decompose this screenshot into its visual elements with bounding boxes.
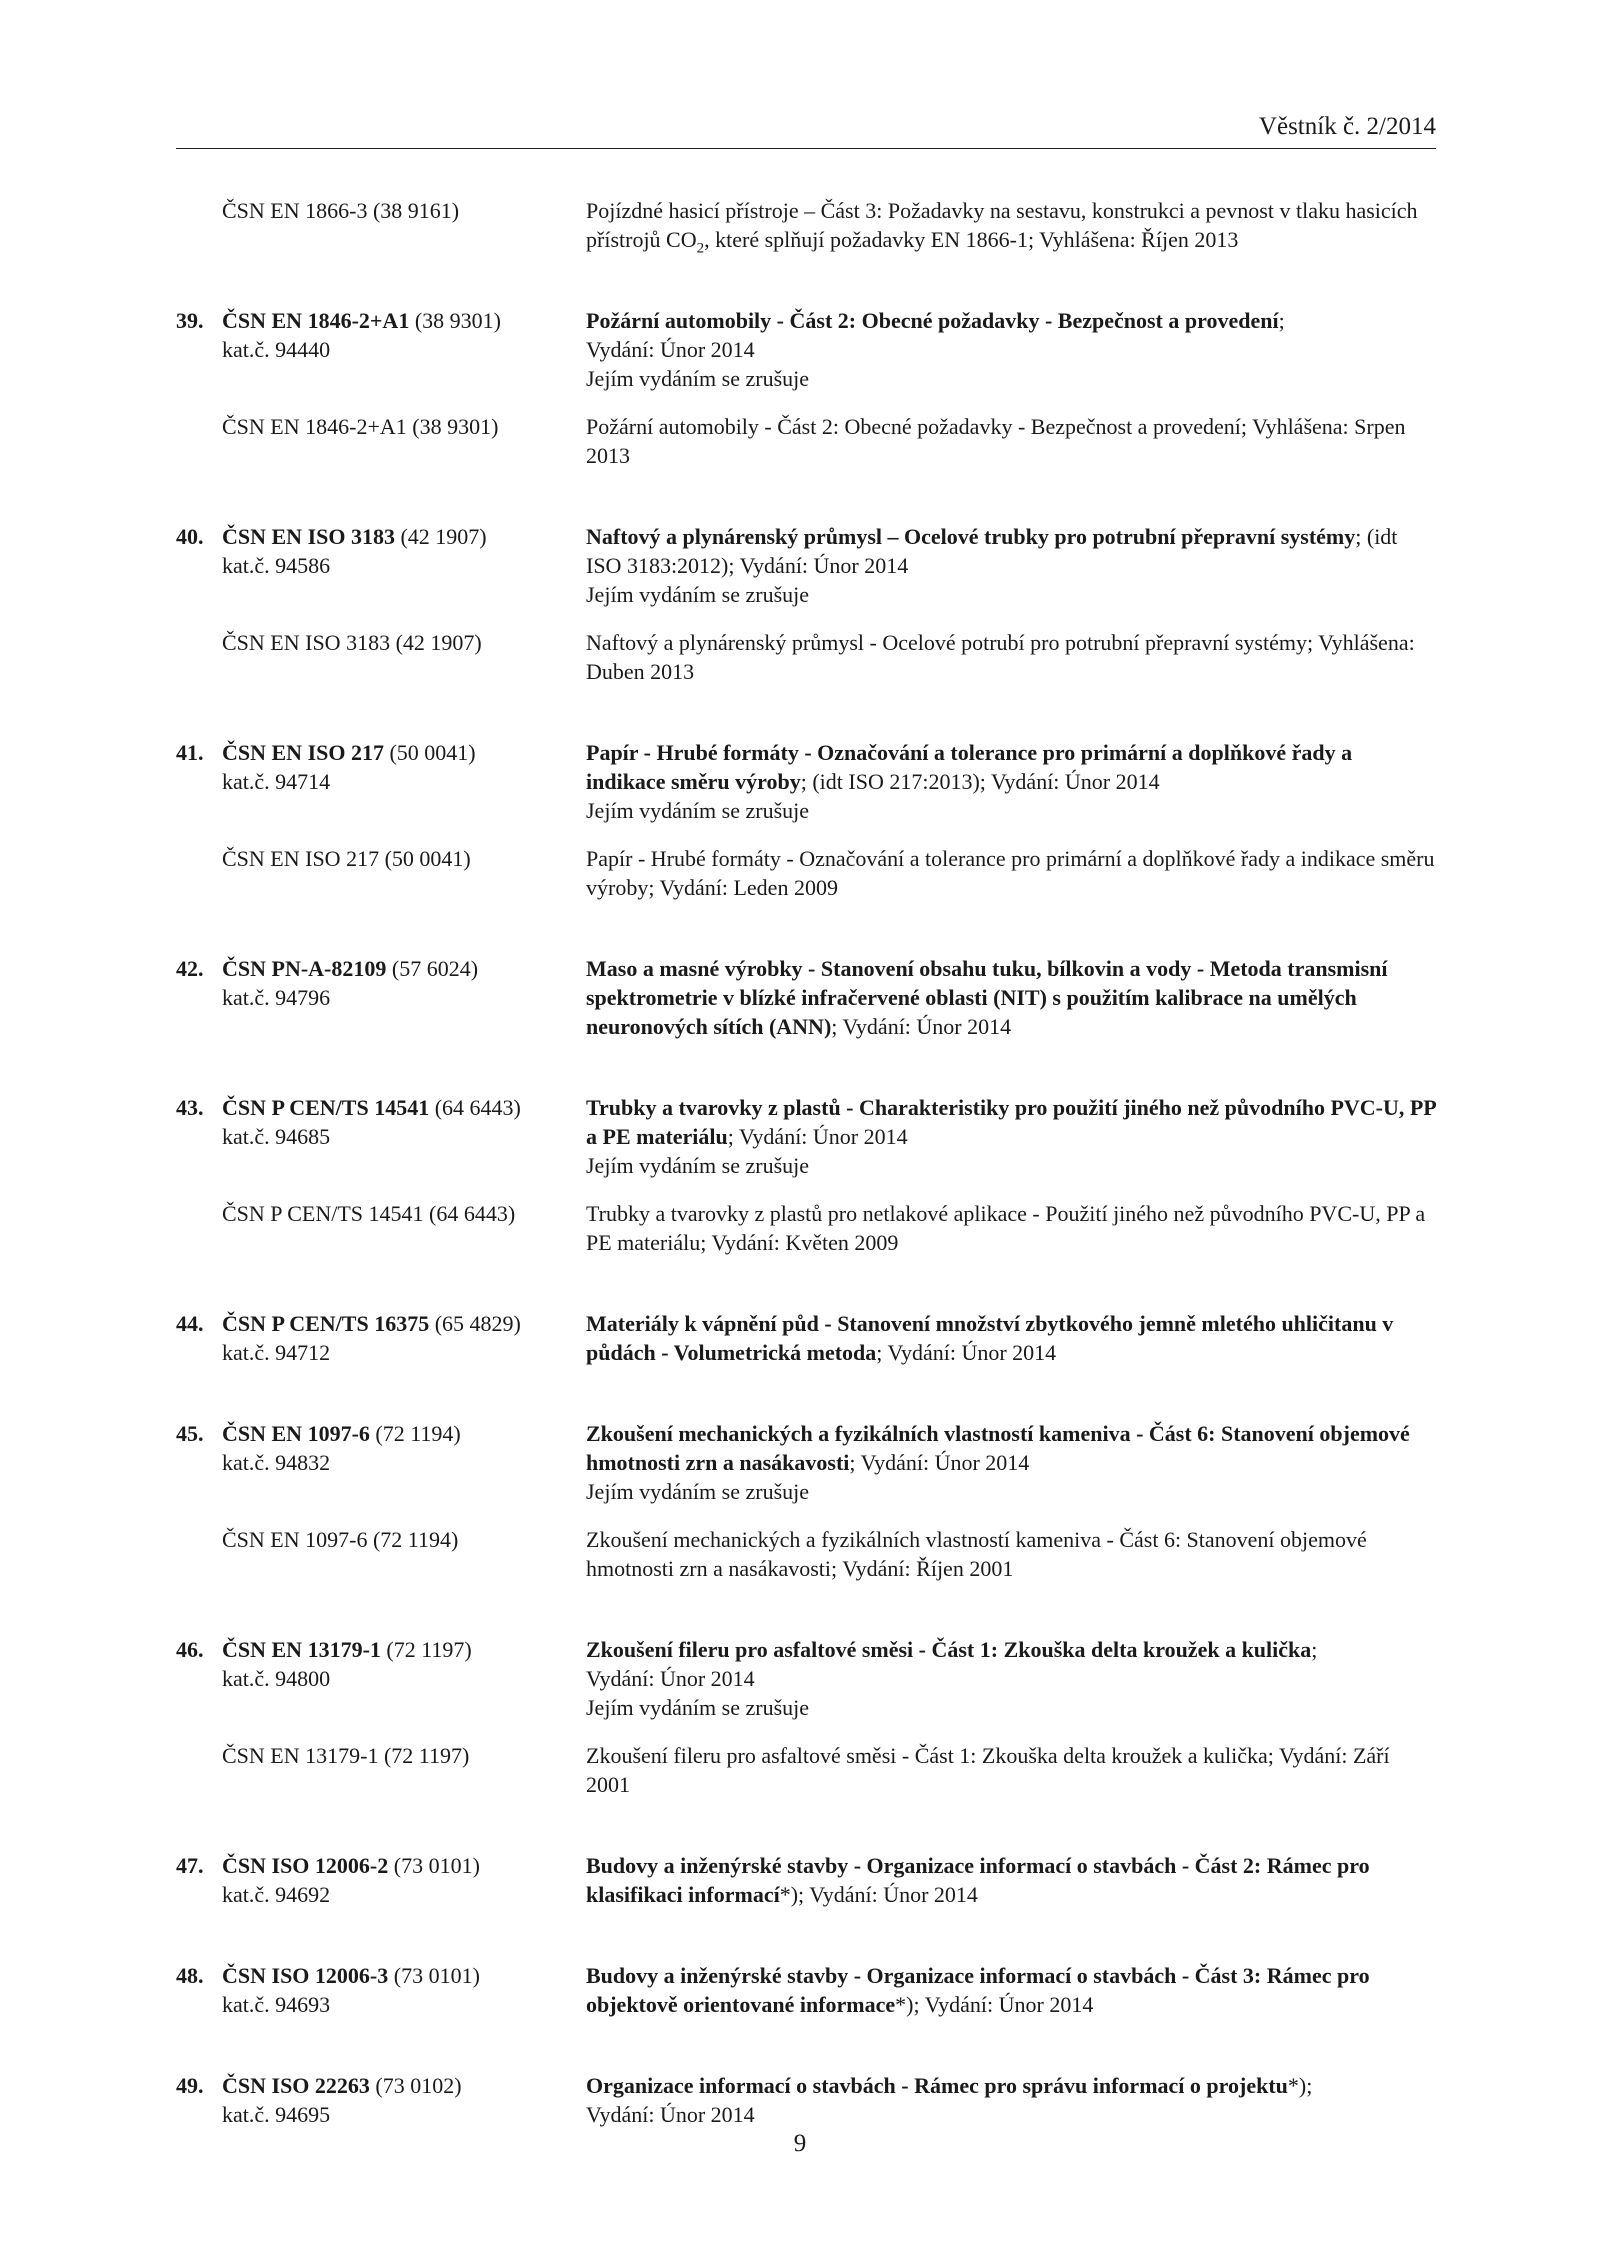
old-standard-row (176, 1199, 1436, 1257)
standard-title-suffix: ; Vydání: Únor 2014 (849, 1450, 1030, 1475)
entry-number: 43. (176, 1095, 204, 1120)
standards-list (176, 196, 1436, 2181)
old-standard-text: Naftový a plynárenský průmysl - Ocelové potrubí pro potrubní přepravní systémy; Vyhlášena: Duben 2013 (586, 630, 1415, 684)
standard-class-code: (42 1907) (394, 524, 487, 549)
standard-entry (176, 954, 1436, 1041)
new-standard-row (176, 1961, 1436, 2019)
new-standard-row (176, 1309, 1436, 1367)
standard-title: Materiály k vápnění půd - Stanovení množství zbytkového jemně mletého uhličitanu v půdách - Volumetrická metoda (586, 1311, 1394, 1365)
standard-text-cell (586, 2071, 1436, 2129)
standard-title: Budovy a inženýrské stavby - Organizace informací o stavbách - Část 2: Rámec pro klasifikaci informací (586, 1853, 1370, 1907)
old-standard-text: Papír - Hrubé formáty - Označování a tolerance pro primární a doplňkové řady a indikace směru výroby; Vydání: Leden 2009 (586, 846, 1435, 900)
entry-number: 45. (176, 1421, 204, 1446)
standard-code-cell (176, 1419, 586, 1477)
entry-number: 44. (176, 1311, 204, 1336)
standard-code: ČSN ISO 12006-3 (222, 1963, 389, 1988)
standard-title-suffix: ; Vydání: Únor 2014 (727, 1124, 908, 1149)
old-standard-row (176, 196, 1436, 257)
standard-code: ČSN EN 1846-2+A1 (222, 308, 410, 333)
catalog-number: kat.č. 94832 (222, 1450, 331, 1475)
page-header (176, 110, 1436, 149)
catalog-number: kat.č. 94440 (222, 337, 331, 362)
catalog-number: kat.č. 94586 (222, 553, 331, 578)
entry-number: 46. (176, 1637, 204, 1662)
old-standard-text-end: , které splňují požadavky EN 1866-1; Vyhlášena: Říjen 2013 (704, 227, 1239, 252)
standard-code-cell (176, 306, 586, 364)
old-standard-text: Zkoušení fileru pro asfaltové směsi - Část 1: Zkouška delta kroužek a kulička; Vydání: Září 2001 (586, 1743, 1390, 1797)
standard-code: ČSN PN-A-82109 (222, 956, 387, 981)
standard-title-suffix: ; Vydání: Únor 2014 (876, 1340, 1057, 1365)
standard-text-cell (586, 306, 1436, 393)
standard-title-suffix: ; Vydání: Únor 2014 (831, 1014, 1012, 1039)
catalog-number: kat.č. 94714 (222, 769, 331, 794)
standard-code-cell (176, 1309, 586, 1367)
old-standard-code: ČSN EN ISO 217 (50 0041) (222, 846, 471, 871)
cancels-note: Jejím vydáním se zrušuje (586, 798, 810, 823)
entry-number: 49. (176, 2073, 204, 2098)
cancels-note: Jejím vydáním se zrušuje (586, 1479, 810, 1504)
standard-title-suffix: ; (1278, 308, 1285, 333)
standard-code: ČSN P CEN/TS 14541 (222, 1095, 430, 1120)
standard-code: ČSN P CEN/TS 16375 (222, 1311, 430, 1336)
old-standard-row (176, 1525, 1436, 1583)
standard-title-suffix: ; (idt ISO 3183:2012); Vydání: Únor 2014 (586, 524, 1398, 578)
old-standard-code-cell (176, 412, 586, 441)
new-standard-row (176, 1093, 1436, 1180)
standard-title-suffix: ; (1311, 1637, 1318, 1662)
new-standard-row (176, 2071, 1436, 2129)
old-standard-code-cell (176, 196, 586, 225)
old-standard-code: ČSN EN 1866-3 (38 9161) (222, 198, 460, 223)
new-standard-row (176, 738, 1436, 825)
standard-entry (176, 1851, 1436, 1909)
new-standard-row (176, 954, 1436, 1041)
catalog-number: kat.č. 94692 (222, 1882, 331, 1907)
standard-code: ČSN ISO 12006-2 (222, 1853, 389, 1878)
numbered-entries (176, 306, 1436, 2129)
catalog-number: kat.č. 94693 (222, 1992, 331, 2017)
entry-number: 42. (176, 956, 204, 981)
old-standard-code-cell (176, 628, 586, 657)
catalog-number: kat.č. 94695 (222, 2102, 331, 2127)
standard-title: Budovy a inženýrské stavby - Organizace informací o stavbách - Část 3: Rámec pro objektově orientované informace (586, 1963, 1370, 2017)
standard-class-code: (72 1194) (369, 1421, 461, 1446)
standard-entry (176, 1961, 1436, 2019)
standard-class-code: (73 0101) (388, 1963, 480, 1988)
standard-title: Zkoušení mechanických a fyzikálních vlastností kameniva - Část 6: Stanovení objemové hmotnosti zrn a nasákavosti (586, 1421, 1410, 1475)
subscript-text: 2 (696, 240, 705, 257)
new-standard-row (176, 1419, 1436, 1506)
issue-date: Vydání: Únor 2014 (586, 1666, 755, 1691)
entry-number: 39. (176, 308, 204, 333)
old-standard-row (176, 1741, 1436, 1799)
entry-number: 40. (176, 524, 204, 549)
standard-text-cell (586, 1851, 1436, 1909)
cancels-note: Jejím vydáním se zrušuje (586, 1695, 810, 1720)
standard-text-cell (586, 738, 1436, 825)
standard-class-code: (38 9301) (409, 308, 501, 333)
standard-title-suffix: *); (1287, 2073, 1313, 2098)
standard-class-code: (73 0101) (388, 1853, 480, 1878)
new-standard-row (176, 1635, 1436, 1722)
standard-entry (176, 738, 1436, 902)
entry-number: 41. (176, 740, 204, 765)
catalog-number: kat.č. 94796 (222, 985, 331, 1010)
standard-class-code: (50 0041) (383, 740, 476, 765)
new-standard-row (176, 522, 1436, 609)
issue-date: Vydání: Únor 2014 (586, 337, 755, 362)
catalog-number: kat.č. 94685 (222, 1124, 331, 1149)
old-standard-code: ČSN EN ISO 3183 (42 1907) (222, 630, 482, 655)
standard-entry (176, 1093, 1436, 1257)
issue-date: Vydání: Únor 2014 (586, 2102, 755, 2127)
old-standard-text-cell (586, 196, 1436, 257)
standard-title: Požární automobily - Část 2: Obecné požadavky - Bezpečnost a provedení (586, 308, 1279, 333)
cancels-note: Jejím vydáním se zrušuje (586, 1153, 810, 1178)
standard-title-suffix: ; (idt ISO 217:2013); Vydání: Únor 2014 (800, 769, 1160, 794)
standard-text-cell (586, 1961, 1436, 2019)
standard-text-cell (586, 1635, 1436, 1722)
standard-class-code: (73 0102) (369, 2073, 462, 2098)
old-standard-code-cell (176, 1199, 586, 1228)
old-standard-text: Zkoušení mechanických a fyzikálních vlastností kameniva - Část 6: Stanovení objemové hmotnosti zrn a nasákavosti; Vydání: Říjen 2001 (586, 1527, 1367, 1581)
catalog-number: kat.č. 94712 (222, 1340, 331, 1365)
carryover-entry (176, 196, 1436, 257)
old-standard-code: ČSN P CEN/TS 14541 (64 6443) (222, 1201, 516, 1226)
standard-text-cell (586, 1093, 1436, 1180)
journal-title: Věstník č. 2/2014 (1258, 113, 1436, 140)
standard-title: Maso a masné výrobky - Stanovení obsahu tuku, bílkovin a vody - Metoda transmisní spektrometrie v blízké infračervené oblasti (NIT) s použitím kalibrace na umělých neuronových sítích (ANN) (586, 956, 1388, 1039)
old-standard-code-cell (176, 1525, 586, 1554)
standard-text-cell (586, 954, 1436, 1041)
new-standard-row (176, 1851, 1436, 1909)
old-standard-code: ČSN EN 1097-6 (72 1194) (222, 1527, 459, 1552)
cancels-note: Jejím vydáním se zrušuje (586, 366, 810, 391)
standard-code: ČSN ISO 22263 (222, 2073, 370, 2098)
catalog-number: kat.č. 94800 (222, 1666, 331, 1691)
standard-class-code: (72 1197) (380, 1637, 472, 1662)
standard-code-cell (176, 522, 586, 580)
standard-title: Zkoušení fileru pro asfaltové směsi - Část 1: Zkouška delta kroužek a kulička (586, 1637, 1312, 1662)
standard-class-code: (64 6443) (429, 1095, 521, 1120)
standard-class-code: (65 4829) (429, 1311, 521, 1336)
entry-number: 47. (176, 1853, 204, 1878)
standard-entry (176, 306, 1436, 470)
standard-class-code: (57 6024) (386, 956, 479, 981)
old-standard-code: ČSN EN 1846-2+A1 (38 9301) (222, 414, 499, 439)
old-standard-text: Požární automobily - Část 2: Obecné požadavky - Bezpečnost a provedení; Vyhlášena: Srpen 2013 (586, 414, 1406, 468)
entry-number: 48. (176, 1963, 204, 1988)
old-standard-code-cell (176, 844, 586, 873)
standard-code: ČSN EN ISO 3183 (222, 524, 395, 549)
standard-title-suffix: *); Vydání: Únor 2014 (895, 1992, 1094, 2017)
standard-entry (176, 1635, 1436, 1799)
standard-code-cell (176, 1961, 586, 2019)
standard-entry (176, 1309, 1436, 1367)
standard-code: ČSN EN 1097-6 (222, 1421, 370, 1446)
standard-title: Naftový a plynárenský průmysl – Ocelové trubky pro potrubní přepravní systémy (586, 524, 1356, 549)
new-standard-row (176, 306, 1436, 393)
standard-entry (176, 1419, 1436, 1583)
standard-title: Papír - Hrubé formáty - Označování a tolerance pro primární a doplňkové řady a indikace směru výroby (586, 740, 1353, 794)
standard-title: Organizace informací o stavbách - Rámec pro správu informací o projektu (586, 2073, 1288, 2098)
old-standard-text: Pojízdné hasicí přístroje – Část 3: Požadavky na sestavu, konstrukci a pevnost v tlaku hasicích přístrojů CO (586, 198, 1418, 252)
standard-code: ČSN EN 13179-1 (222, 1637, 381, 1662)
standard-code-cell (176, 1851, 586, 1909)
page-number: 9 (793, 2130, 807, 2157)
standard-text-cell (586, 1309, 1436, 1367)
standard-code: ČSN EN ISO 217 (222, 740, 384, 765)
old-standard-code: ČSN EN 13179-1 (72 1197) (222, 1743, 470, 1768)
standard-title-suffix: *); Vydání: Únor 2014 (779, 1882, 978, 1907)
standard-text-cell (586, 1419, 1436, 1506)
standard-code-cell (176, 2071, 586, 2129)
standard-code-cell (176, 1635, 586, 1693)
old-standard-row (176, 412, 1436, 470)
standard-title: Trubky a tvarovky z plastů - Charakteristiky pro použití jiného než původního PVC-U, PP a PE materiálu (586, 1095, 1436, 1149)
standard-entry (176, 522, 1436, 686)
old-standard-row (176, 628, 1436, 686)
standard-code-cell (176, 738, 586, 796)
standard-entry (176, 2071, 1436, 2129)
cancels-note: Jejím vydáním se zrušuje (586, 582, 810, 607)
standard-code-cell (176, 954, 586, 1012)
standard-code-cell (176, 1093, 586, 1151)
standard-text-cell (586, 522, 1436, 609)
old-standard-text: Trubky a tvarovky z plastů pro netlakové aplikace - Použití jiného než původního PVC-U, PP a PE materiálu; Vydání: Květen 2009 (586, 1201, 1426, 1255)
old-standard-row (176, 844, 1436, 902)
old-standard-code-cell (176, 1741, 586, 1770)
